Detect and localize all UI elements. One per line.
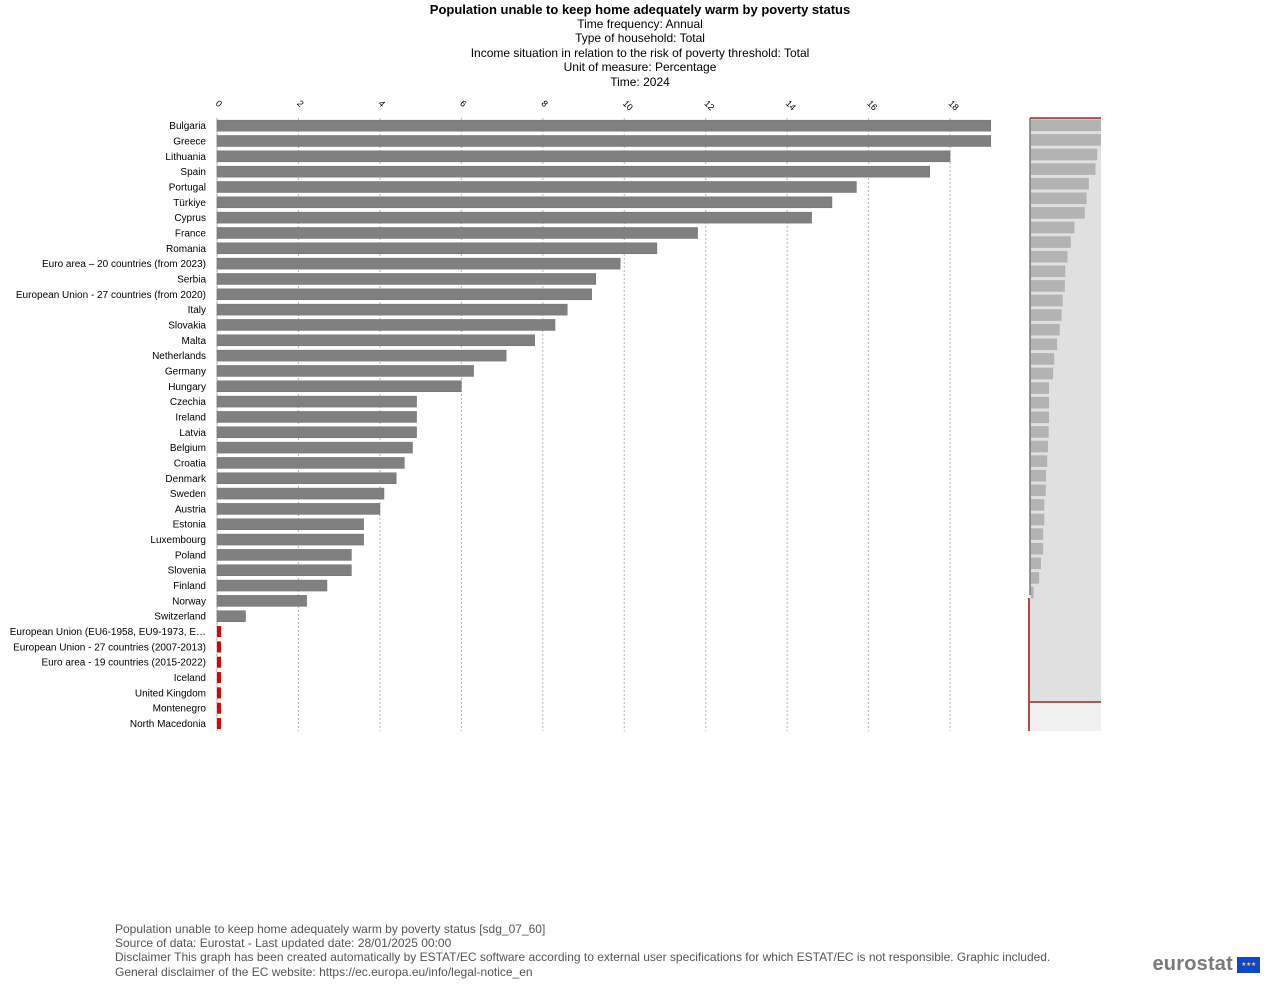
category-label: Croatia [173, 458, 206, 470]
overview-bar [1031, 528, 1043, 540]
bar[interactable] [217, 580, 327, 591]
x-tick-label: 2 [295, 98, 306, 109]
overview-bar [1031, 499, 1044, 511]
bar-missing [217, 718, 221, 729]
bar[interactable] [217, 197, 832, 208]
bar-missing [217, 641, 221, 652]
category-label: Hungary [168, 381, 206, 393]
bar-missing [217, 626, 221, 637]
category-label: European Union (EU6-1958, EU9-1973, E… [9, 627, 206, 639]
overview-bar [1031, 134, 1101, 146]
overview-bar [1031, 149, 1097, 161]
overview-bar [1031, 514, 1044, 526]
bar[interactable] [217, 457, 404, 468]
gridlines [217, 118, 950, 731]
footer [115, 922, 1050, 979]
category-label: Germany [164, 366, 206, 378]
overview-bar [1031, 382, 1049, 394]
bar[interactable] [217, 350, 506, 361]
bar[interactable] [217, 258, 620, 269]
overview-bar [1031, 251, 1067, 263]
eu-flag-icon: ★★★ [1237, 957, 1260, 973]
category-label: Cyprus [174, 213, 206, 225]
subtitle-unit: Unit of measure: Percentage [563, 60, 717, 75]
category-label: Switzerland [154, 611, 206, 623]
category-label: Lithuania [165, 151, 206, 163]
category-label: Austria [174, 504, 206, 516]
bar[interactable] [217, 335, 535, 346]
overview-bar [1031, 353, 1054, 365]
category-label: Poland [174, 550, 206, 562]
x-tick-label: 16 [865, 98, 880, 113]
category-label: Portugal [168, 182, 206, 194]
subtitle-frequency: Time frequency: Annual [577, 17, 703, 31]
bar[interactable] [217, 396, 417, 407]
bar[interactable] [217, 227, 698, 238]
overview-bar [1031, 222, 1074, 234]
bar[interactable] [217, 473, 396, 484]
x-tick-label: 8 [539, 98, 551, 109]
footer-source: Source of data: Eurostat - Last updated date: 28/01/2025 00:00 [115, 936, 452, 951]
x-tick-label: 10 [620, 98, 635, 113]
bar[interactable] [217, 181, 856, 192]
category-label: Estonia [172, 519, 206, 531]
overview-bar [1031, 178, 1089, 190]
category-label: Greece [173, 136, 206, 148]
bar[interactable] [217, 488, 384, 499]
category-label: Ireland [175, 412, 206, 424]
bar[interactable] [217, 381, 461, 392]
overview-bar [1031, 587, 1034, 599]
category-label: Belgium [169, 443, 206, 455]
overview-navigator[interactable] [1029, 118, 1101, 731]
x-tick-label: 12 [702, 98, 717, 113]
category-label: Spain [180, 167, 206, 179]
category-label: Euro area – 20 countries (from 2023) [42, 259, 206, 271]
bar[interactable] [217, 503, 380, 514]
category-label: Euro area - 19 countries (2015-2022) [41, 657, 206, 669]
subtitle-time: Time: 2024 [610, 74, 670, 89]
category-label: Netherlands [152, 351, 206, 363]
overview-bar [1031, 280, 1065, 292]
overview-bar [1031, 207, 1085, 219]
overview-track[interactable] [1030, 702, 1101, 731]
category-label: Iceland [173, 673, 206, 685]
x-axis-ticks [214, 98, 961, 112]
overview-bar [1031, 339, 1057, 351]
bar[interactable] [217, 289, 592, 300]
category-label: Romania [165, 243, 206, 255]
overview-bar [1031, 412, 1049, 424]
category-label: United Kingdom [134, 688, 206, 700]
x-tick-label: 14 [783, 98, 798, 113]
bar[interactable] [217, 212, 812, 223]
bar[interactable] [217, 549, 351, 560]
overview-bar [1031, 572, 1039, 584]
bar[interactable] [217, 427, 417, 438]
overview-bar [1031, 295, 1063, 307]
bar-missing [217, 657, 221, 668]
category-label: European Union - 27 countries (from 2020) [15, 289, 206, 301]
bar[interactable] [217, 151, 950, 162]
footer-disclaimer: Disclaimer This graph has been created automatically by ESTAT/EC software according to external user specifications for which ESTAT/EC is not responsible. Graphic included. [115, 950, 1051, 965]
category-label: Finland [173, 581, 206, 593]
chart-title: Population unable to keep home adequately warm by poverty status [429, 2, 851, 17]
category-label: Latvia [179, 427, 206, 439]
bars [217, 120, 991, 729]
category-label: Serbia [177, 274, 206, 286]
category-label: Norway [172, 596, 206, 608]
subtitle-household: Type of household: Total [575, 31, 705, 46]
subtitle-income: Income situation in relation to the risk of poverty threshold: Total [470, 45, 810, 60]
bar[interactable] [217, 442, 412, 453]
overview-bar [1031, 324, 1060, 336]
category-label: Italy [187, 305, 206, 317]
overview-bar [1031, 368, 1053, 380]
bar[interactable] [217, 135, 991, 146]
x-tick-label: 0 [213, 98, 225, 109]
category-label: Czechia [169, 397, 206, 409]
bar[interactable] [217, 595, 307, 606]
footer-legal: General disclaimer of the EC website: https://ec.europa.eu/info/legal-notice_en [115, 964, 533, 979]
eurostat-logo [1152, 953, 1260, 976]
bar-missing [217, 672, 221, 683]
overview-bar [1031, 266, 1065, 278]
overview-bar [1031, 455, 1047, 467]
overview-bar [1031, 426, 1049, 438]
bar-missing [217, 687, 221, 698]
category-label: Luxembourg [150, 535, 206, 547]
overview-bar [1031, 441, 1048, 453]
overview-bar [1031, 193, 1087, 205]
category-label: North Macedonia [129, 719, 206, 731]
bar[interactable] [217, 519, 364, 530]
category-label: Malta [181, 335, 206, 347]
overview-bar [1031, 236, 1071, 248]
bar[interactable] [217, 411, 417, 422]
logo-text: eurostat [1152, 953, 1233, 975]
overview-bar [1031, 120, 1101, 132]
overview-bar [1031, 558, 1041, 570]
category-label: Denmark [165, 473, 206, 485]
bar-missing [217, 703, 221, 714]
overview-bar [1031, 543, 1043, 555]
category-label: Sweden [169, 489, 206, 501]
bar[interactable] [217, 319, 555, 330]
overview-bar [1031, 485, 1046, 497]
category-label: Türkiye [173, 197, 206, 209]
overview-bar [1031, 309, 1062, 321]
bar[interactable] [217, 243, 657, 254]
footer-dataset: Population unable to keep home adequately warm by poverty status [sdg_07_60] [115, 922, 546, 936]
category-label: Bulgaria [169, 121, 206, 133]
category-label: Slovenia [167, 565, 206, 577]
x-tick-label: 18 [946, 98, 961, 113]
bar[interactable] [217, 565, 351, 576]
x-tick-label: 6 [457, 98, 469, 109]
bar[interactable] [217, 304, 567, 315]
bar[interactable] [217, 534, 364, 545]
category-label: European Union - 27 countries (2007-2013) [13, 642, 206, 654]
category-label: France [174, 228, 206, 240]
overview-bar [1031, 397, 1049, 409]
bar[interactable] [217, 166, 930, 177]
bar[interactable] [217, 611, 246, 622]
category-labels [10, 121, 207, 730]
category-label: Montenegro [152, 703, 206, 715]
overview-selection[interactable] [1030, 118, 1101, 702]
bar[interactable] [217, 365, 474, 376]
bar[interactable] [217, 273, 596, 284]
overview-bar [1031, 163, 1095, 175]
bar[interactable] [217, 120, 991, 131]
category-label: Slovakia [168, 320, 206, 332]
overview-bar [1031, 470, 1046, 482]
x-tick-label: 4 [376, 98, 388, 109]
